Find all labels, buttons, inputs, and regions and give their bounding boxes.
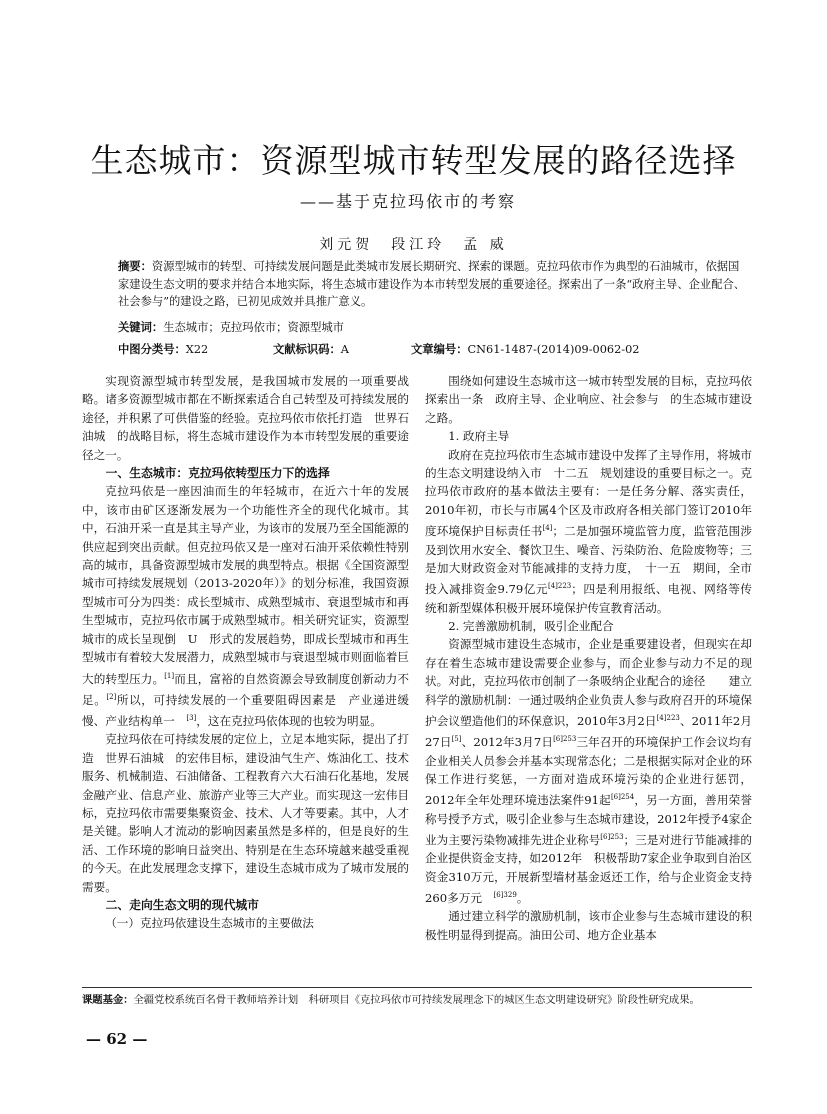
- authors: 刘元贺 段江玲 孟 威: [319, 237, 508, 253]
- text-run: 政府在克拉玛依市生态城市建设中发挥了主导作用，将城市的生态文明建设纳入市 十二五 规划建设的重要目标之一。克拉玛依市政府的基本做法主要有：一是任务分解、落实责任，2010年初，市长与市属4个区及市政府各相关部门签订2010年度环境保护目标责任书: [425, 447, 752, 539]
- right-column: [425, 372, 752, 944]
- keywords-text: 生态城市；克拉玛依市；资源型城市: [163, 321, 344, 334]
- citation-ref: [1]: [164, 671, 175, 680]
- citation-ref: [4]: [542, 524, 553, 533]
- text-run: 1. 政府主导: [448, 429, 510, 444]
- citation-ref: [6]253: [600, 833, 624, 842]
- section-heading: [82, 914, 409, 932]
- text-run: 资源型城市建设生态城市，企业是重要建设者，但现实在却存在着生态城市建设需要企业参与，而企业参与动力不足的现状。对此，克拉玛依市创制了一条吸纳企业配合的途径 建立科学的激励机制：一通过吸纳企业负责人参与政府召开的环境保护会议塑造他们的环保意识，2010年3月2日: [425, 637, 752, 728]
- text-run: 一、生态城市：克拉玛依转型压力下的选择: [105, 466, 330, 481]
- citation-ref: [2]: [106, 692, 117, 701]
- text-run: 而且，富裕的自然资源会导致制度创新动力不足。: [82, 671, 409, 707]
- text-run: 克拉玛依是一座因油而生的年轻城市，在近六十年的发展中，该市由矿区逐渐发展为一个功能性齐全的现代化城市。其中，石油开采一直是其主导产业，为该市的发展乃至全国能源的供应起到突出贡献。但克拉玛依又是一座对石油开采依赖性特别高的城市，具备资源型城市发展的典型特点。根据《全国资源型城市可持续发展规划（2013-2020年）》的划分标准，我国资源型城市可分为四类：成长型城市、成熟型城市、衰退型城市和再生型城市，克拉玛依市属于成熟型城市。相关研究证实，资源型城市的成长呈现倒 U 形式的发展趋势，即成长型城市和再生型城市有着较大发展潜力，成熟型城市与衰退型城市则面临着巨大的转型压力。: [82, 484, 409, 686]
- text-run: 克拉玛依在可持续发展的定位上，立足本地实际，提出了打造 世界石油城 的宏伟目标，建设油气生产、炼油化工、技术服务、机械制造、石油储备、工程教育六大石油石化基地，发展金融产业、信息产业、旅游产业等三大产业。而实现这一宏伟目标，克拉玛依市需要集聚资金、技术、人才等要素。其中，人才是关键。影响人才流动的影响因素虽然是多样的，但是良好的生活、工作环境的影响日益突出、特别是在生态环境越来越受重视的今天。在此发展理念支撑下，建设生态城市成为了城市发展的需要。: [82, 732, 409, 894]
- text-run: 二、走向生态文明的现代城市: [105, 897, 259, 912]
- citation-ref: [6]329: [493, 891, 517, 900]
- paragraph: [425, 635, 752, 907]
- clc-label: 中图分类号：: [118, 343, 186, 356]
- clc-value: X22: [185, 343, 209, 356]
- footnote-text: 全疆党校系统百名骨干教师培养计划 科研项目《克拉玛依市可持续发展理念下的城区生态文明建设研究》阶段性研究成果。: [133, 994, 700, 1006]
- keywords: [118, 319, 344, 335]
- section-heading: [82, 464, 409, 482]
- text-run: ，另一方面，善用荣誉称号授予方式，吸引企业参与生态城市建设，2012年授予4家企业为主要污染物减排先进企业称号: [425, 793, 752, 847]
- text-run: ，这在克拉玛依体现的也较为明显。: [196, 713, 382, 728]
- text-run: 围绕如何建设生态城市这一城市转型发展的目标，克拉玛依探索出一条 政府主导、企业响应、社会参与 的生态城市建设之路。: [425, 374, 752, 425]
- paragraph: [82, 482, 409, 730]
- article-label: 文章编号：: [411, 343, 468, 356]
- citation-ref: [3]: [186, 714, 197, 723]
- paragraph: [425, 372, 752, 427]
- text-run: 、2011年2月27日: [425, 713, 752, 750]
- footnote-label: 课题基金：: [82, 994, 134, 1006]
- text-run: ；二是加强环境监管力度，监管范围涉及到饮用水安全、餐饮卫生、噪音、污染防治、危险废物等；三是加大财政资金对节能减排的支持力度， 十一五 期间，全市投入减排资金9.79亿元: [425, 524, 752, 597]
- text-run: 实现资源型城市转型发展，是我国城市发展的一项重要战略。诸多资源型城市都在不断探索适合自己转型及可持续发展的途径，并积累了可供借鉴的经验。克拉玛依市依托打造 世界石油城 的战略目标，将生态城市建设作为本市转型发展的重要途径之一。: [82, 374, 409, 462]
- citation-ref: [4]223: [656, 714, 680, 723]
- text-run: （一）克拉玛依建设生态城市的主要做法: [105, 916, 314, 931]
- abstract: [118, 258, 746, 311]
- section-heading: [82, 896, 409, 914]
- citation-ref: [6]253: [553, 735, 577, 744]
- paragraph: [425, 446, 752, 617]
- citation-ref: [4]223: [547, 582, 572, 591]
- keywords-label: 关键词：: [118, 321, 164, 334]
- paragraph: [425, 907, 752, 944]
- citation-ref: [5]: [451, 735, 462, 744]
- left-column: [82, 372, 409, 933]
- page-number: — 62 —: [86, 1030, 148, 1048]
- citation-ref: [6]254: [610, 793, 635, 802]
- section-heading: [425, 617, 752, 635]
- section-heading: [425, 427, 752, 445]
- paragraph: [82, 372, 409, 464]
- text-run: 三年召开的环境保护工作会议均有企业相关人员参会并基本实现常态化；二是根据实际对企业的环保工作进行奖惩，一方面对造成环境污染的企业进行惩罚，2012年全年处理环境违法案件91起: [425, 735, 752, 808]
- footnote-rule: [82, 987, 752, 988]
- text-run: ；三是对进行节能减排的企业提供资金支持，如2012年 积极帮助7家企业争取到自治区资金310万元，开展新型墙材基金返还工作，给与企业资金支持260多万元: [425, 832, 752, 905]
- page-subtitle: ——基于克拉玛依市的考察: [300, 192, 517, 211]
- text-run: 、2012年3月7日: [461, 735, 554, 750]
- doc-label: 文献标识码：: [273, 343, 341, 356]
- text-run: 通过建立科学的激励机制，该市企业参与生态城市建设的积极性明显得到提高。油田公司、地方企业基本: [425, 909, 752, 942]
- text-run: 。: [516, 890, 529, 905]
- article-value: CN61-1487-(2014)09-0062-02: [467, 343, 640, 356]
- doc-value: A: [340, 343, 349, 356]
- page-title: 生态城市：资源型城市转型发展的路径选择: [90, 141, 737, 180]
- paragraph: [82, 730, 409, 896]
- abstract-text: 资源型城市的转型、可持续发展问题是此类城市发展长期研究、探索的课题。克拉玛依市作为典型的石油城市，依据国家建设生态文明的要求并结合本地实际，将生态城市建设作为本市转型发展的重要途径。探索出了一条“政府主导、企业配合、社会参与”的建设之路，已初见成效并具推广意义。: [118, 260, 746, 308]
- text-run: 所以，可持续发展的一个重要阻碍因素是 产业递进缓慢、产业结构单一: [82, 692, 409, 728]
- text-run: ；四是利用报纸、电视、网络等传统和新型媒体积极开展环境保护传宣教育活动。: [425, 582, 752, 615]
- text-run: 2. 完善激励机制，吸引企业配合: [448, 619, 614, 633]
- footnote: [82, 993, 754, 1007]
- abstract-label: 摘要：: [118, 260, 152, 273]
